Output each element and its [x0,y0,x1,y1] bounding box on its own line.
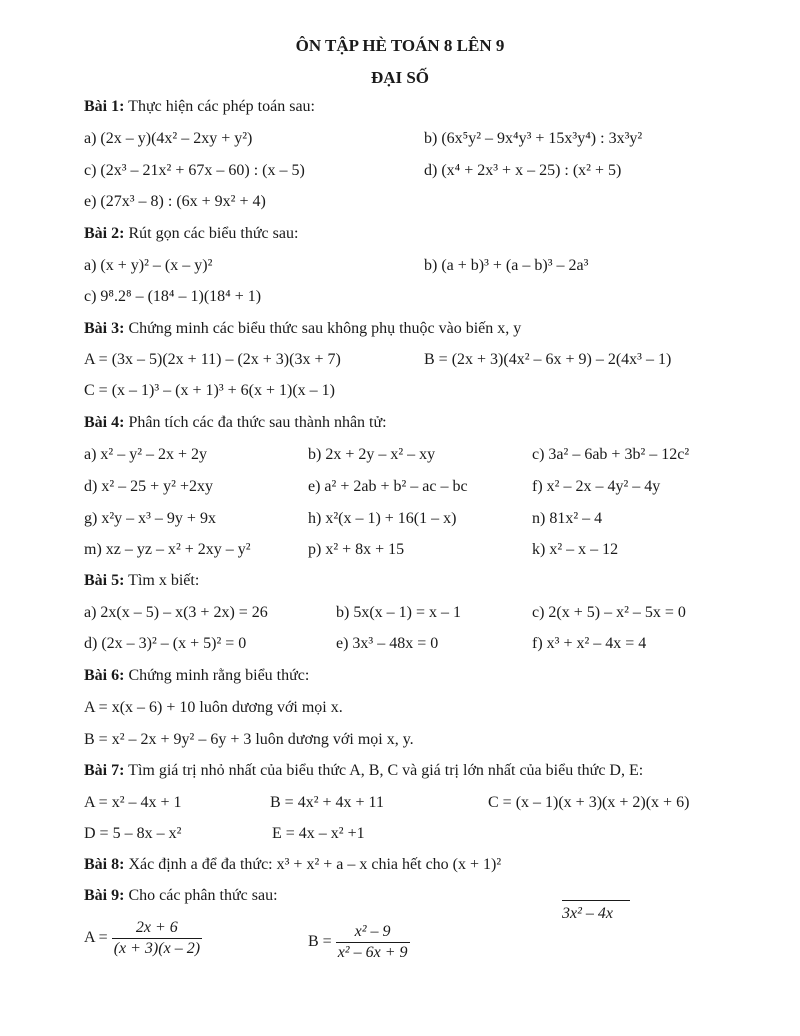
exercise-5-item: e) 3x³ – 48x = 0 [336,635,439,652]
exercise-7E: E = 4x – x² +1 [272,825,365,842]
exercise-1-heading: Bài 1: Thực hiện các phép toán sau: [84,98,315,115]
exercise-1e: e) (27x³ – 8) : (6x + 9x² + 4) [84,193,266,210]
fraction-bar [562,900,630,901]
exercise-5-label: Bài 5: [84,572,125,589]
exercise-4-item: g) x²y – x³ – 9y + 9x [84,510,216,527]
exercise-4-label: Bài 4: [84,414,125,431]
exercise-7A: A = x² – 4x + 1 [84,794,182,811]
exercise-7B: B = 4x² + 4x + 11 [270,794,384,811]
exercise-7C: C = (x – 1)(x + 3)(x + 2)(x + 6) [488,794,690,811]
fraction-B-denominator: x² – 6x + 9 [337,944,408,961]
exercise-5-item: b) 5x(x – 1) = x – 1 [336,604,462,621]
fraction-A-body [112,918,202,959]
exercise-4-item: p) x² + 8x + 15 [308,541,405,558]
exercise-7-label: Bài 7: [84,762,125,779]
exercise-4-item: b) 2x + 2y – x² – xy [308,446,436,463]
fraction-A: A = $\frac{2x + 6}{(x + 3)(x - 2)}$ [84,919,201,957]
exercise-8-label: Bài 8: [84,856,125,873]
exercise-4-item: a) x² – y² – 2x + 2y [84,446,208,463]
exercise-4-heading: Bài 4: Phân tích các đa thức sau thành nhân tử: [84,414,387,431]
exercise-2-label: Bài 2: [84,225,125,242]
fraction-A-denominator: (x + 3)(x – 2) [113,940,201,957]
page-title: ÔN TẬP HÈ TOÁN 8 LÊN 9 [295,36,505,55]
exercise-6-heading: Bài 6: Chứng minh rằng biểu thức: [84,667,310,684]
exercise-5-item: d) (2x – 3)² – (x + 5)² = 0 [84,635,247,652]
exercise-7D: D = 5 – 8x – x² [84,825,182,842]
exercise-4-item: e) a² + 2ab + b² – ac – bc [308,478,468,495]
exercise-4-item: c) 3a² – 6ab + 3b² – 12c² [532,446,690,463]
exercise-4-item: d) x² – 25 + y² +2xy [84,478,213,495]
exercise-2-heading: Bài 2: Rút gọn các biểu thức sau: [84,225,299,242]
exercise-3-label: Bài 3: [84,320,125,337]
exercise-3-heading: Bài 3: Chứng minh các biểu thức sau không phụ thuộc vào biến x, y [84,320,522,337]
exercise-4-item: k) x² – x – 12 [532,541,619,558]
fraction-B: B = $\frac{\text{x² – 9}}{\text{x² – 6x + 9}}$ [308,923,408,961]
exercise-9-label: Bài 9: [84,887,125,904]
exercise-6-label: Bài 6: [84,667,125,684]
exercise-5-item: f) x³ + x² – 4x = 4 [532,635,647,652]
exercise-6A: A = x(x – 6) + 10 luôn dương với mọi x. [84,699,343,716]
exercise-7-heading: Bài 7: Tìm giá trị nhỏ nhất của biểu thức A, B, C và giá trị lớn nhất của biểu thức D, E: [84,762,644,779]
exercise-2c: c) 9⁸.2⁸ – (18⁴ – 1)(18⁴ + 1) [84,288,262,305]
exercise-3A: A = (3x – 5)(2x + 11) – (2x + 3)(3x + 7) [84,351,341,368]
exercise-4-item: n) 81x² – 4 [532,510,603,527]
exercise-4-item: m) xz – yz – x² + 2xy – y² [84,541,251,558]
page-subtitle: ĐẠI SỐ [370,68,430,87]
exercise-1-label: Bài 1: [84,98,125,115]
exercise-1a: a) (2x – y)(4x² – 2xy + y²) [84,130,253,147]
exercise-1d: d) (x⁴ + 2x³ + x – 25) : (x² + 5) [424,162,622,179]
exercise-3C: C = (x – 1)³ – (x + 1)³ + 6(x + 1)(x – 1) [84,382,335,399]
fraction-B-body [336,922,410,963]
fraction-A-numerator: 2x + 6 [112,918,202,939]
exercise-1c: c) (2x³ – 21x² + 67x – 60) : (x – 5) [84,162,305,179]
exercise-6B: B = x² – 2x + 9y² – 6y + 3 luôn dương với mọi x, y. [84,731,414,748]
exercise-2a: a) (x + y)² – (x – y)² [84,257,213,274]
exercise-1b: b) (6x⁵y² – 9x⁴y³ + 15x³y⁴) : 3x³y² [424,130,643,147]
exercise-5-heading: Bài 5: Tìm x biết: [84,572,200,589]
exercise-9-heading: Bài 9: Cho các phân thức sau: [84,887,278,904]
fraction-B-numerator: x² – 9 [336,922,410,943]
exercise-8: Bài 8: Xác định a để đa thức: x³ + x² + a – x chia hết cho (x + 1)² [84,856,502,873]
fraction-c-denominator: 3x² – 4x [562,900,630,923]
exercise-2b: b) (a + b)³ + (a – b)³ – 2a³ [424,257,589,274]
exercise-4-item: f) x² – 2x – 4y² – 4y [532,478,661,495]
exercise-5-item: c) 2(x + 5) – x² – 5x = 0 [532,604,686,621]
exercise-4-item: h) x²(x – 1) + 16(1 – x) [308,510,457,527]
exercise-3B: B = (2x + 3)(4x² – 6x + 9) – 2(4x³ – 1) [424,351,672,368]
exercise-5-item: a) 2x(x – 5) – x(3 + 2x) = 26 [84,604,268,621]
